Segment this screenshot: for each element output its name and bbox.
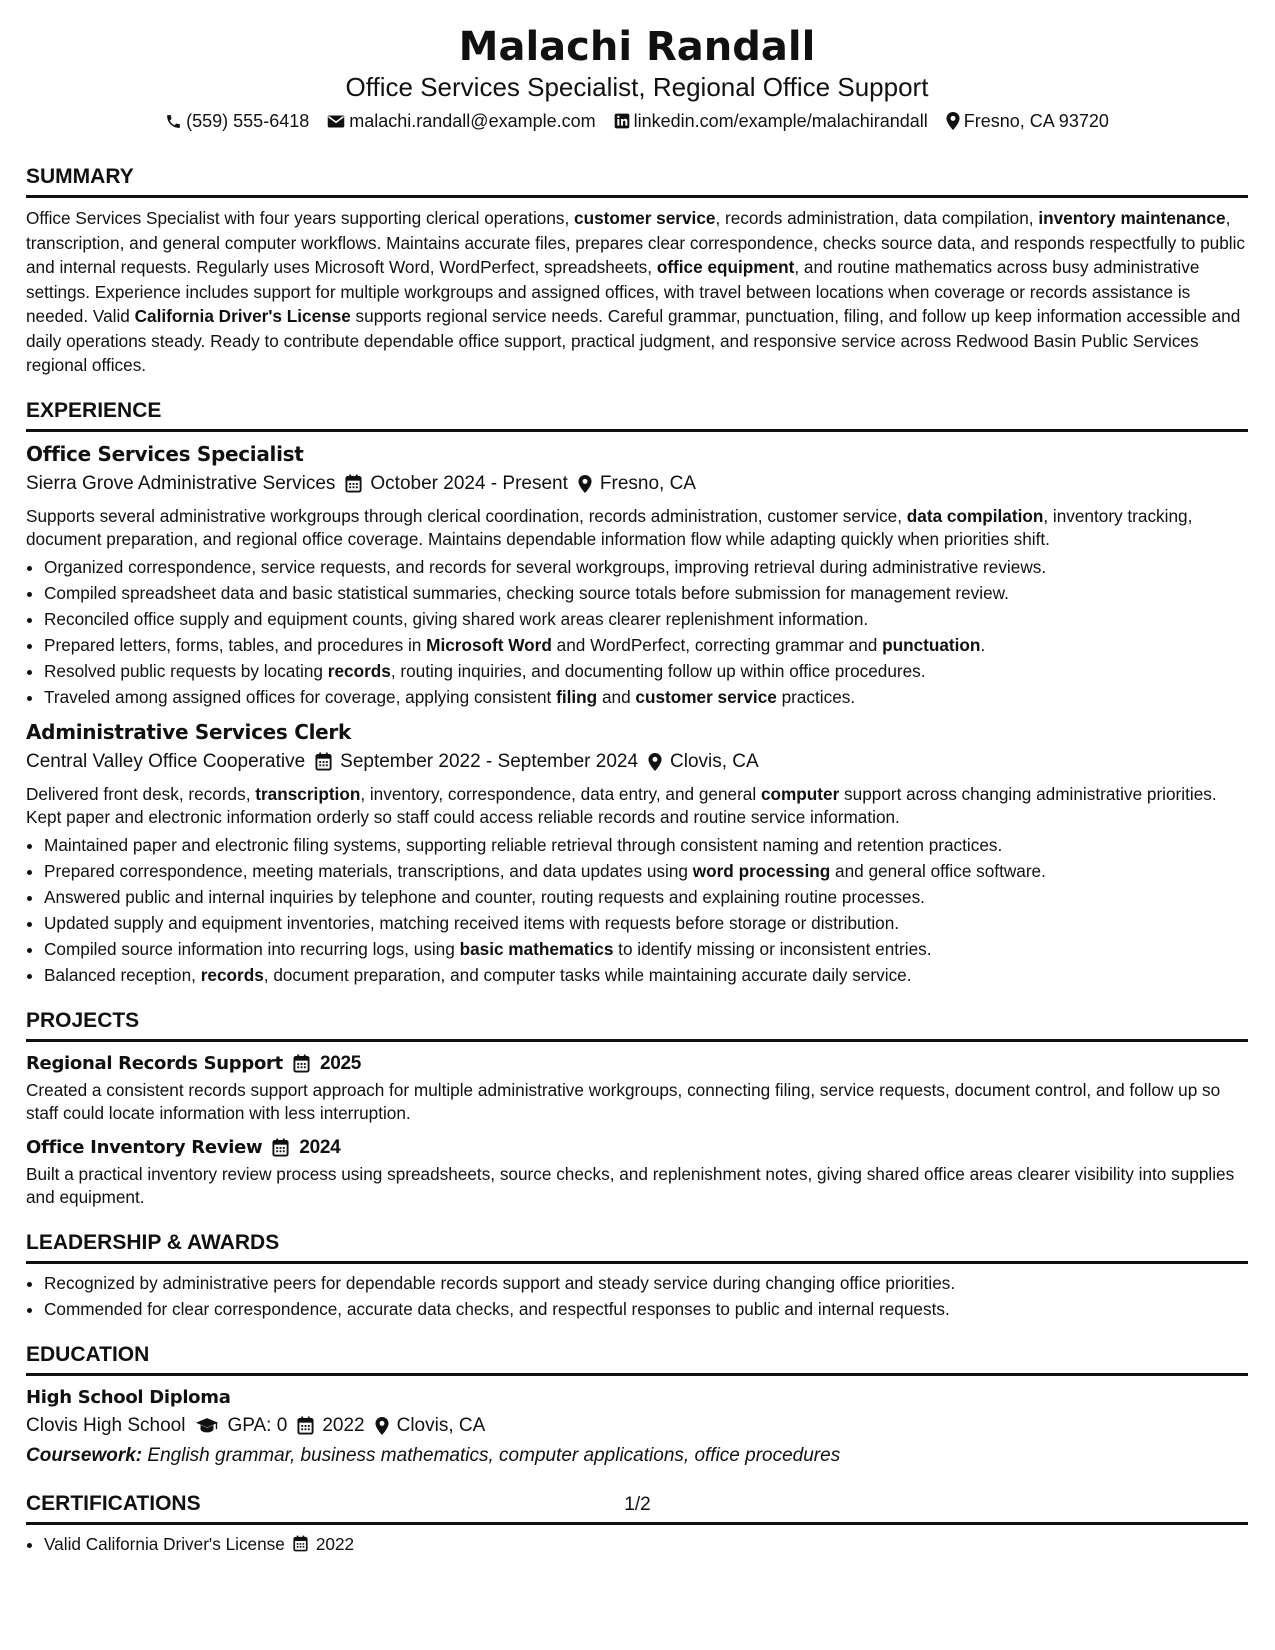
list-item: • Prepared letters, forms, tables, and procedures in Microsoft Word and WordPerfect, correcting grammar and punctuation. [44,632,1248,658]
calendar-icon [345,474,362,493]
project-title: Office Inventory Review [26,1136,263,1158]
leadership-list [26,1270,1248,1322]
calendar-icon [293,1535,308,1552]
job-title: Administrative Services Clerk [26,719,351,744]
summary-heading: SUMMARY [26,164,1248,198]
certifications-heading: CERTIFICATIONS [26,1491,1248,1525]
list-item: • Organized correspondence, service requests, and records for several workgroups, improving retrieval during administrative reviews. [44,554,1248,580]
list-item: • Balanced reception, records, document preparation, and computer tasks while maintaining accurate daily service. [44,962,1248,988]
calendar-icon [293,1054,310,1073]
job-location: Clovis, CA [670,750,759,772]
list-item: • Answered public and internal inquiries by telephone and counter, routing requests and explaining routine processes. [44,884,1248,910]
job-dates: September 2022 - September 2024 [340,750,639,772]
education-heading: EDUCATION [26,1342,1248,1376]
project-title-row [26,1051,1248,1077]
project-year: 2024 [299,1136,341,1158]
projects-heading: PROJECTS [26,1008,1248,1042]
job-summary: Supports several administrative workgroups through clerical coordination, records administration, customer service, data compilation, inventory tracking, document preparation, and regional office coverage. Maintains dependable information flow while adapting quickly when priorities shift. [26,505,1193,549]
envelope-icon [327,114,345,129]
certification-year: 2022 [315,1533,355,1554]
graduation-cap-icon [195,1417,219,1434]
graduation-year: 2022 [322,1414,365,1436]
project-year: 2025 [319,1052,362,1074]
resume-page [26,22,1248,1557]
certifications-list [26,1531,1248,1557]
leadership-heading: LEADERSHIP & AWARDS [26,1230,1248,1264]
contact-phone [165,108,309,134]
linkedin-text: linkedin.com/example/malachirandall [633,111,928,131]
list-item [44,1531,1248,1557]
coursework [26,1441,1248,1471]
contact-email[interactable] [327,108,595,134]
phone-icon [165,113,182,130]
gpa-text: GPA: 0 [227,1414,288,1436]
project-entry [26,1135,1248,1210]
job-entry [26,718,1248,988]
location-text: Fresno, CA 93720 [963,111,1109,131]
certification-name: • Valid California Driver's License [44,1533,285,1554]
coursework-text: English grammar, business mathematics, computer applications, office procedures [147,1444,841,1466]
map-pin-icon [375,1417,389,1435]
list-item: • Commended for clear correspondence, accurate data checks, and respectful responses to public and internal requests. [44,1296,1248,1322]
list-item: • Updated supply and equipment inventories, matching received items with requests before storage or distribution. [44,910,1248,936]
map-pin-icon [946,112,960,130]
coursework-label: Coursework: [26,1444,143,1466]
resume-header [26,22,1248,134]
contact-row [26,108,1248,134]
job-bullets [26,832,1248,988]
job-title: Office Services Specialist [26,441,304,466]
job-meta [26,748,1248,776]
experience-heading: EXPERIENCE [26,398,1248,432]
contact-linkedin[interactable] [614,108,928,134]
list-item: • Resolved public requests by locating records, routing inquiries, and documenting follow up within office procedures. [44,658,1248,684]
job-summary: Delivered front desk, records, transcription, inventory, correspondence, data entry, and general computer support across changing administrative priorities. Kept paper and electronic information orderly so staff could access reliable records and routine service information. [26,783,1217,827]
list-item: • Reconciled office supply and equipment counts, giving shared work areas clearer replenishment information. [44,606,1248,632]
list-item: • Compiled spreadsheet data and basic statistical summaries, checking source totals before submission for management review. [44,580,1248,606]
email-text: malachi.randall@example.com [349,111,596,131]
map-pin-icon [578,475,592,493]
project-description: Created a consistent records support approach for multiple administrative workgroups, connecting filing, service requests, document control, and follow up so staff could locate information with less interruption. [26,1079,1221,1123]
list-item: • Prepared correspondence, meeting materials, transcriptions, and data updates using word processing and general office software. [44,858,1248,884]
school-name: Clovis High School [26,1414,186,1436]
project-entry [26,1051,1248,1126]
company-name: Sierra Grove Administrative Services [26,472,336,494]
candidate-headline: Office Services Specialist, Regional Office Support [345,72,929,102]
calendar-icon [272,1138,289,1157]
job-dates: October 2024 - Present [370,472,568,494]
contact-location [946,108,1109,134]
project-title-row [26,1135,1248,1161]
linkedin-icon [614,113,630,129]
map-pin-icon [648,753,662,771]
school-location: Clovis, CA [396,1414,486,1436]
list-item: • Compiled source information into recurring logs, using basic mathematics to identify missing or inconsistent entries. [44,936,1248,962]
job-bullets [26,554,1248,710]
page-number: 1/2 [624,1494,651,1515]
list-item: • Maintained paper and electronic filing systems, supporting reliable retrieval through consistent naming and retention practices. [44,832,1248,858]
list-item: • Traveled among assigned offices for coverage, applying consistent filing and customer service practices. [44,684,1248,710]
candidate-name: Malachi Randall [458,24,816,70]
job-location: Fresno, CA [599,472,696,494]
company-name: Central Valley Office Cooperative [26,750,306,772]
list-item: • Recognized by administrative peers for dependable records support and steady service during changing office priorities. [44,1270,1248,1296]
project-title: Regional Records Support [26,1052,283,1074]
job-meta [26,470,1248,498]
calendar-icon [297,1416,314,1435]
phone-text: (559) 555-6418 [186,111,310,131]
project-description: Built a practical inventory review process using spreadsheets, source checks, and replenishment notes, giving shared office areas clearer visibility into supplies and equipment. [26,1163,1235,1207]
education-meta [26,1411,1248,1441]
job-entry [26,440,1248,710]
summary-text: Office Services Specialist with four years supporting clerical operations, customer service, records administration, data compilation, inventory maintenance, transcription, and general computer workflows. Maintains accurate files, prepares clear correspondence, checks source data, and responds respectfully to public and internal requests. Regularly uses Microsoft Word, WordPerfect, spreadsheets, office equipment, and routine mathematics across busy administrative settings. Experience includes support for multiple workgroups and assigned offices, with travel between locations when coverage or records assistance is needed. Valid California Driver's License supports regional service needs. Careful grammar, punctuation, filing, and follow up keep information accessible and daily operations steady. Ready to contribute dependable office support, practical judgment, and responsive service across Redwood Basin Public Services regional offices. [26,208,1246,375]
calendar-icon [315,752,332,771]
degree-title: High School Diploma [26,1386,231,1408]
